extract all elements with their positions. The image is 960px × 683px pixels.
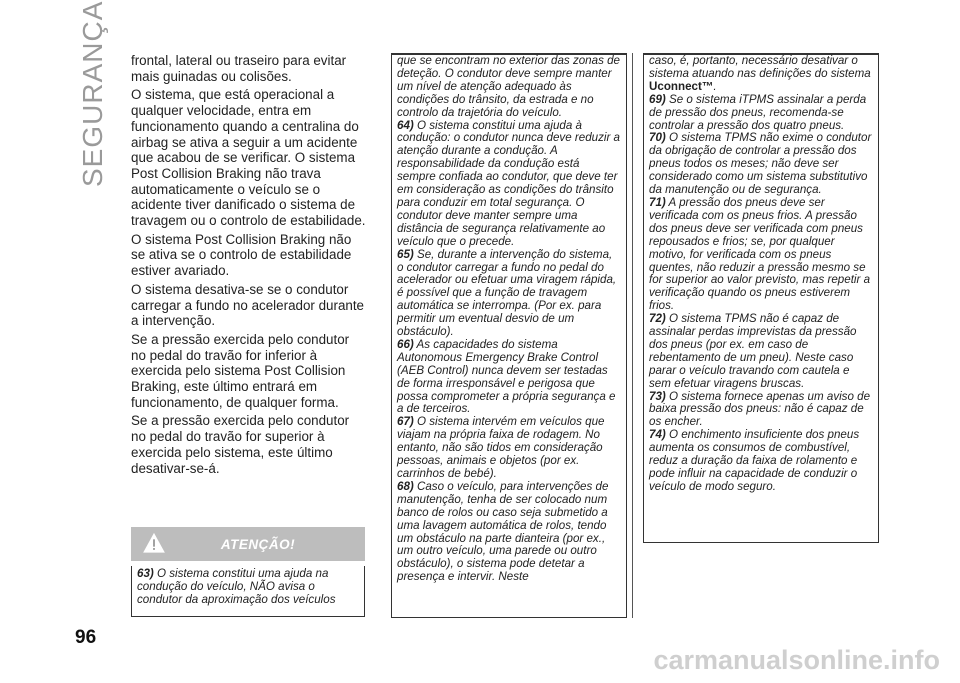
page-number: 96 bbox=[75, 627, 97, 648]
warning-item: 68) Caso o veículo, para intervenções de manutenção, tenha de ser colocado num banco de rolos ou caso seja submetido a uma lavagem automática de rolos, tendo um obstáculo na parte dianteira (por ex., um outro veículo, uma parede ou outro obstáculo), o sistema pode detetar a presença e intervir. Neste bbox=[397, 479, 609, 584]
warning-label: ATENÇÃO! bbox=[220, 536, 296, 552]
watermark: carmanualsonline.info bbox=[653, 645, 940, 675]
warning-item: 72) O sistema TPMS não é capaz de assinalar perdas imprevistas da pressão dos pneus (por ex. em caso de rebentamento de um pneu). Neste caso parar o veículo travando com cautela e sem efetuar viragens bruscas. bbox=[649, 312, 857, 390]
body-column bbox=[131, 53, 366, 479]
warning-item: 67) O sistema intervém em veículos que viajam na própria faixa de rodagem. No entanto, não são tidos em consideração pessoas, animais e objetos (por ex. carrinhos de bebé). bbox=[397, 415, 605, 480]
warning-header bbox=[131, 527, 365, 561]
body-paragraph: Se a pressão exercida pelo condutor no pedal do travão for inferior à exercida pelo sistema Post Collision Braking, este último entrará em funcionamento, de qualquer forma. bbox=[131, 331, 350, 410]
warning-box bbox=[131, 566, 365, 617]
body-paragraph: O sistema, que está operacional a qualquer velocidade, entra em funcionamento quando a centralina do airbag se ativa a seguir a um acidente que acabou de se verificar. O sistema Post Collision Braking não trava automaticamente o veículo se o acidente tiver danificado o sistema de travagem ou o controlo de estabilidade. bbox=[131, 87, 366, 229]
warning-item: 65) Se, durante a intervenção do sistema, o condutor carregar a fundo no pedal do acelerador ou efetuar uma viragem rápida, é possível que a função de travagem automática se interrompa. (Por ex. para permitir um eventual desvio de um obstáculo). bbox=[397, 247, 617, 339]
warning-item: 71) A pressão dos pneus deve ser verificada com os pneus frios. A pressão dos pneus deve ser verificada com pneus repousados e frios; se, por qualquer motivo, for verificada com os pneus quentes, não reduzir a pressão mesmo se for superior ao valor previsto, mas repetir a verificação quando os pneus estiverem frios. bbox=[649, 195, 871, 313]
section-title: SEGURANÇA bbox=[77, 0, 108, 187]
warning-item: 69) Se o sistema iTPMS assinalar a perda de pressão dos pneus, recomenda-se controlar a pressão dos quatro pneus. bbox=[649, 92, 867, 132]
warning-item: 74) O enchimento insuficiente dos pneus aumenta os consumos de combustível, reduz a duração da faixa de rolamento e pode influir na capacidade de conduzir o veículo de modo seguro. bbox=[649, 428, 860, 493]
warning-item: 63) O sistema constitui uma ajuda na condução do veículo, NÃO avisa o condutor da aproximação dos veículos bbox=[137, 567, 336, 606]
warning-box bbox=[391, 53, 627, 618]
warning-item: 70) O sistema TPMS não exime o condutor da obrigação de controlar a pressão dos pneus todos os meses; não deve ser considerado como um sistema substitutivo da manutenção ou de segurança. bbox=[649, 131, 872, 197]
warning-item: caso, é, portanto, necessário desativar o sistema atuando nas definições do sistema Uconnect™. bbox=[649, 54, 871, 93]
warning-item: 66) As capacidades do sistema Autonomous Emergency Brake Control (AEB Control) nunca devem ser testadas de forma irresponsável e perigosa que possa comprometer a própria segurança e a de terceiros. bbox=[397, 337, 616, 416]
warning-box bbox=[643, 53, 879, 543]
body-paragraph: Se a pressão exercida pelo condutor no pedal do travão for superior à exercida pelo sistema, este último desativar-se-á. bbox=[131, 413, 350, 476]
body-paragraph: frontal, lateral ou traseiro para evitar mais guinadas ou colisões. bbox=[131, 53, 347, 84]
warning-item: 64) O sistema constitui uma ajuda à condução: o condutor nunca deve reduzir a atenção durante a condução. A responsabilidade da condução está sempre confiada ao condutor, que deve ter em consideração as condições do trânsito para conduzir em total segurança. O condutor deve manter sempre uma distância de segurança relativamente ao veículo que o precede. bbox=[397, 118, 621, 248]
warning-triangle-icon bbox=[143, 532, 165, 554]
body-paragraph: O sistema Post Collision Braking não se ativa se o controlo de estabilidade estiver avariado. bbox=[131, 231, 352, 279]
warning-item: que se encontram no exterior das zonas de deteção. O condutor deve sempre manter um nível de atenção adequado às condições do trânsito, da estrada e no controlo da trajetória do veículo. bbox=[397, 54, 620, 119]
warning-item: 73) O sistema fornece apenas um aviso de baixa pressão dos pneus: não é capaz de os encher. bbox=[649, 389, 871, 429]
body-paragraph: O sistema desativa-se se o condutor carregar a fundo no acelerador durante a intervenção. bbox=[131, 281, 365, 329]
brand-name: Uconnect™ bbox=[649, 79, 714, 93]
